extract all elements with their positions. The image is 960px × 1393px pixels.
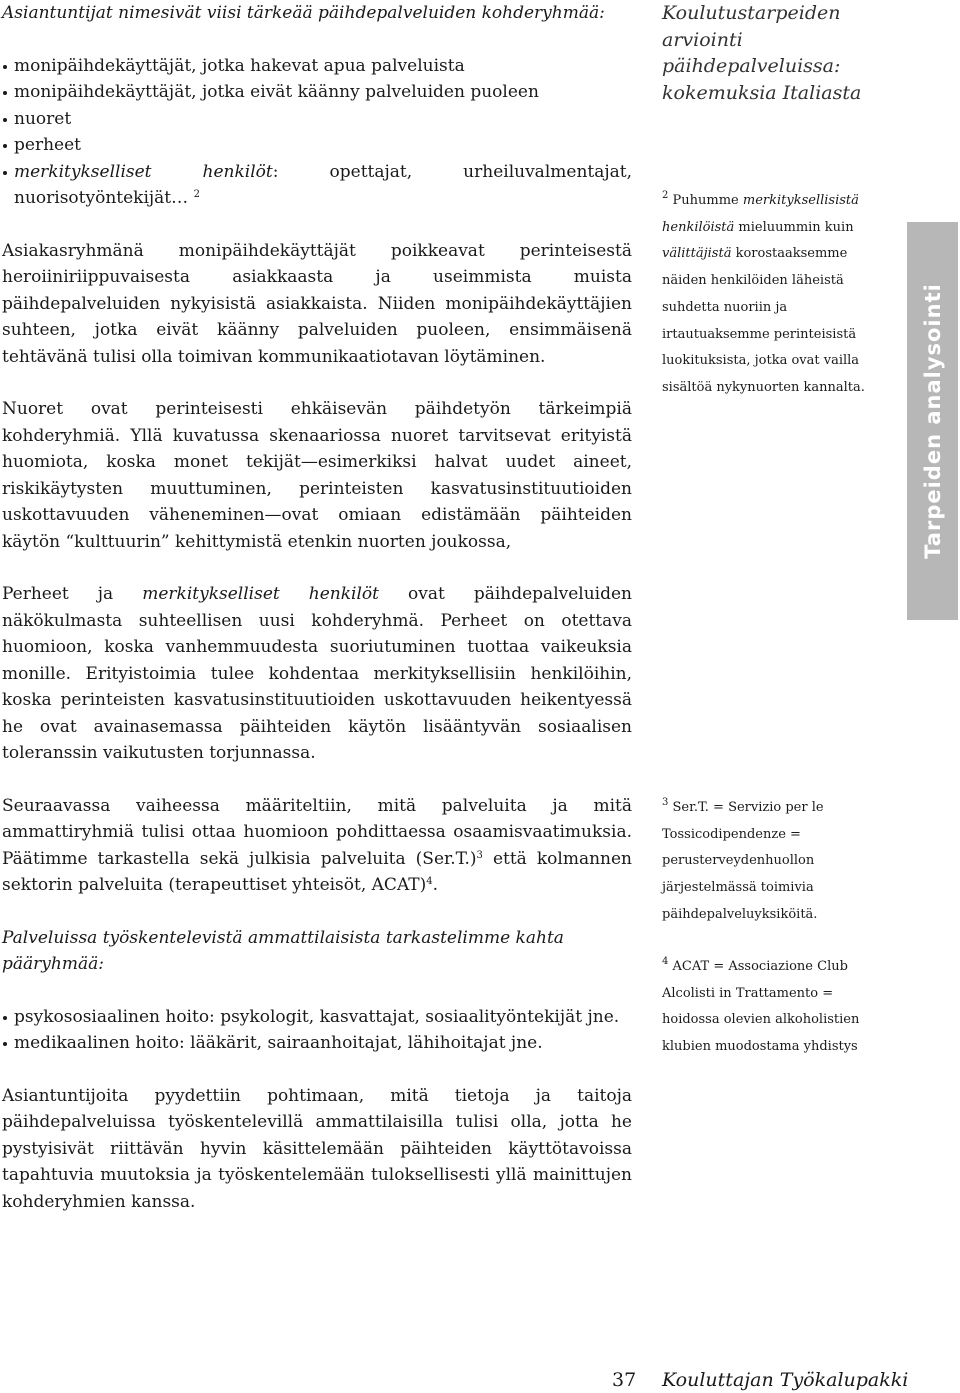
- footnote-number: 4: [662, 956, 669, 967]
- paragraph-text: että kolmannen sektorin palveluita (terapeuttiset yhteisöt, ACAT): [2, 848, 632, 895]
- list-item: monipäihdekäyttäjät, jotka eivät käänny palveluiden puoleen: [2, 79, 632, 106]
- paragraph-text: Seuraavassa vaiheessa määriteltiin, mitä palveluita ja mitä ammattiryhmiä tulisi ottaa huomioon pohdittaessa osaamisvaatimuksia. Päätimme tarkastella sekä julkisia palveluita (Ser.T.): [2, 795, 632, 869]
- list-item-emphasis: merkitykselliset: [14, 161, 152, 182]
- section-title: Koulutustarpeiden arviointi päihdepalveluissa: kokemuksia Italiasta: [662, 2, 862, 104]
- list-item: monipäihdekäyttäjät, jotka hakevat apua palveluista: [2, 53, 632, 80]
- footnote-text: Puhumme: [672, 193, 739, 208]
- list-item-text: : opettajat, urheiluvalmentajat, nuorisotyöntekijät…: [14, 161, 632, 208]
- paragraph: [2, 581, 632, 767]
- section-tab: [907, 222, 958, 620]
- list-item-emphasis: henkilöt: [202, 161, 273, 182]
- section-tab-label: Tarpeiden analysointi: [920, 283, 945, 559]
- paragraph: Asiakasryhmänä monipäihdekäyttäjät poikkeavat perinteisestä heroiiniriippuvaisesta asiakkaasta ja useimmista muista päihdepalveluiden nykyisistä asiakkaista. Niiden monipäihdekäyttäjien suhteen, jotka eivät käänny palveluiden puoleen, ensimmäisenä tehtävänä tulisi olla toimivan kommunikaatiotavan löytäminen.: [2, 240, 632, 367]
- footnote-ref: 4: [426, 876, 433, 887]
- paragraph-text: ovat päihdepalveluiden näkökulmasta suhteellisen uusi kohderyhmä. Perheet on otettava huomioon, koska vanhemmuudesta suoriutuminen tuottaa vaikeuksia monille. Erityistoimia tulee kohdentaa merkityksellisiin henkilöihin, koska perinteisten kasvatusinstituutioiden uskottavuuden heikentyessä he ovat avainasemassa päihteiden käytön lisääntyvän sosiaalisen toleranssin vaikutusten torjunnassa.: [2, 584, 633, 763]
- list-item: medikaalinen hoito: lääkärit, sairaanhoitajat, lähihoitajat jne.: [2, 1030, 632, 1057]
- page-number: 37: [612, 1369, 637, 1391]
- publication-title: Kouluttajan Työkalupakki: [662, 1369, 909, 1391]
- footnote-4: [662, 954, 884, 1061]
- footnote-emphasis: merkityksellisistä henkilöistä: [662, 193, 859, 235]
- paragraph-emphasis: merkitykselliset henkilöt: [142, 584, 379, 604]
- footnote-2: [662, 188, 884, 402]
- footnote-ref: 2: [193, 189, 200, 200]
- footnote-text: korostaaksemme näiden henkilöiden läheistä suhdetta nuoriin ja irtautuaksemme perinteisistä luokituksista, jotka ovat vailla sisältöä nykynuorten kannalta.: [662, 246, 865, 395]
- list-item: [2, 159, 632, 212]
- paragraph-text: Perheet ja: [2, 584, 114, 604]
- footnote-text: Ser.T. = Servizio per le Tossicodipendenze = perusterveydenhuollon järjestelmässä toimivia päihdepalveluyksiköitä.: [662, 800, 824, 922]
- footnote-ref: 3: [476, 849, 483, 861]
- paragraph-text: .: [432, 875, 439, 895]
- list-item: perheet: [2, 132, 632, 159]
- footnote-text: ACAT = Associazione Club Alcolisti in Trattamento = hoidossa olevien alkoholistien klubien muodostama yhdistys: [662, 959, 860, 1055]
- footnote-3: [662, 795, 884, 929]
- footnote-number: 2: [662, 190, 669, 201]
- paragraph: Asiantuntijoita pyydettiin pohtimaan, mitä tietoja ja taitoja päihdepalveluissa työskentelevillä ammattilaisilla tulisi olla, jotta he pystyisivät riittävän hyvin käsittelemään päihteiden käyttötavoissa tapahtuvia muutoksia ja työskentelemään tuloksellisesti yllä mainittujen kohderyhmien kanssa.: [2, 1085, 632, 1212]
- list-item: nuoret: [2, 106, 632, 133]
- list-item: psykososiaalinen hoito: psykologit, kasvattajat, sosiaalityöntekijät jne.: [2, 1004, 632, 1031]
- paragraph: Palveluissa työskentelevistä ammattilaisista tarkastelimme kahta pääryhmää:: [2, 927, 564, 974]
- target-group-list: [2, 53, 632, 212]
- professional-group-list: [2, 1004, 632, 1057]
- footnote-text: mieluummin kuin: [738, 219, 854, 235]
- footnote-emphasis: välittäjistä: [662, 246, 732, 262]
- intro-heading: Asiantuntijat nimesivät viisi tärkeää päihdepalveluiden kohderyhmää:: [2, 3, 605, 23]
- paragraph: Nuoret ovat perinteisesti ehkäisevän päihdetyön tärkeimpiä kohderyhmiä. Yllä kuvatussa skenaariossa nuoret tarvitsevat erityistä huomiota, koska monet tekijät—esimerkiksi halvat uudet aineet, riskikäytysten muuttuminen, perinteisten kasvatusinstituutioiden uskottavuuden väheneminen—ovat omiaan edistämään päihteiden käytön “kulttuurin” kehittymistä etenkin nuorten joukossa,: [2, 399, 632, 552]
- paragraph: [2, 793, 632, 899]
- footnote-number: 3: [662, 797, 669, 808]
- main-column: [2, 0, 632, 1215]
